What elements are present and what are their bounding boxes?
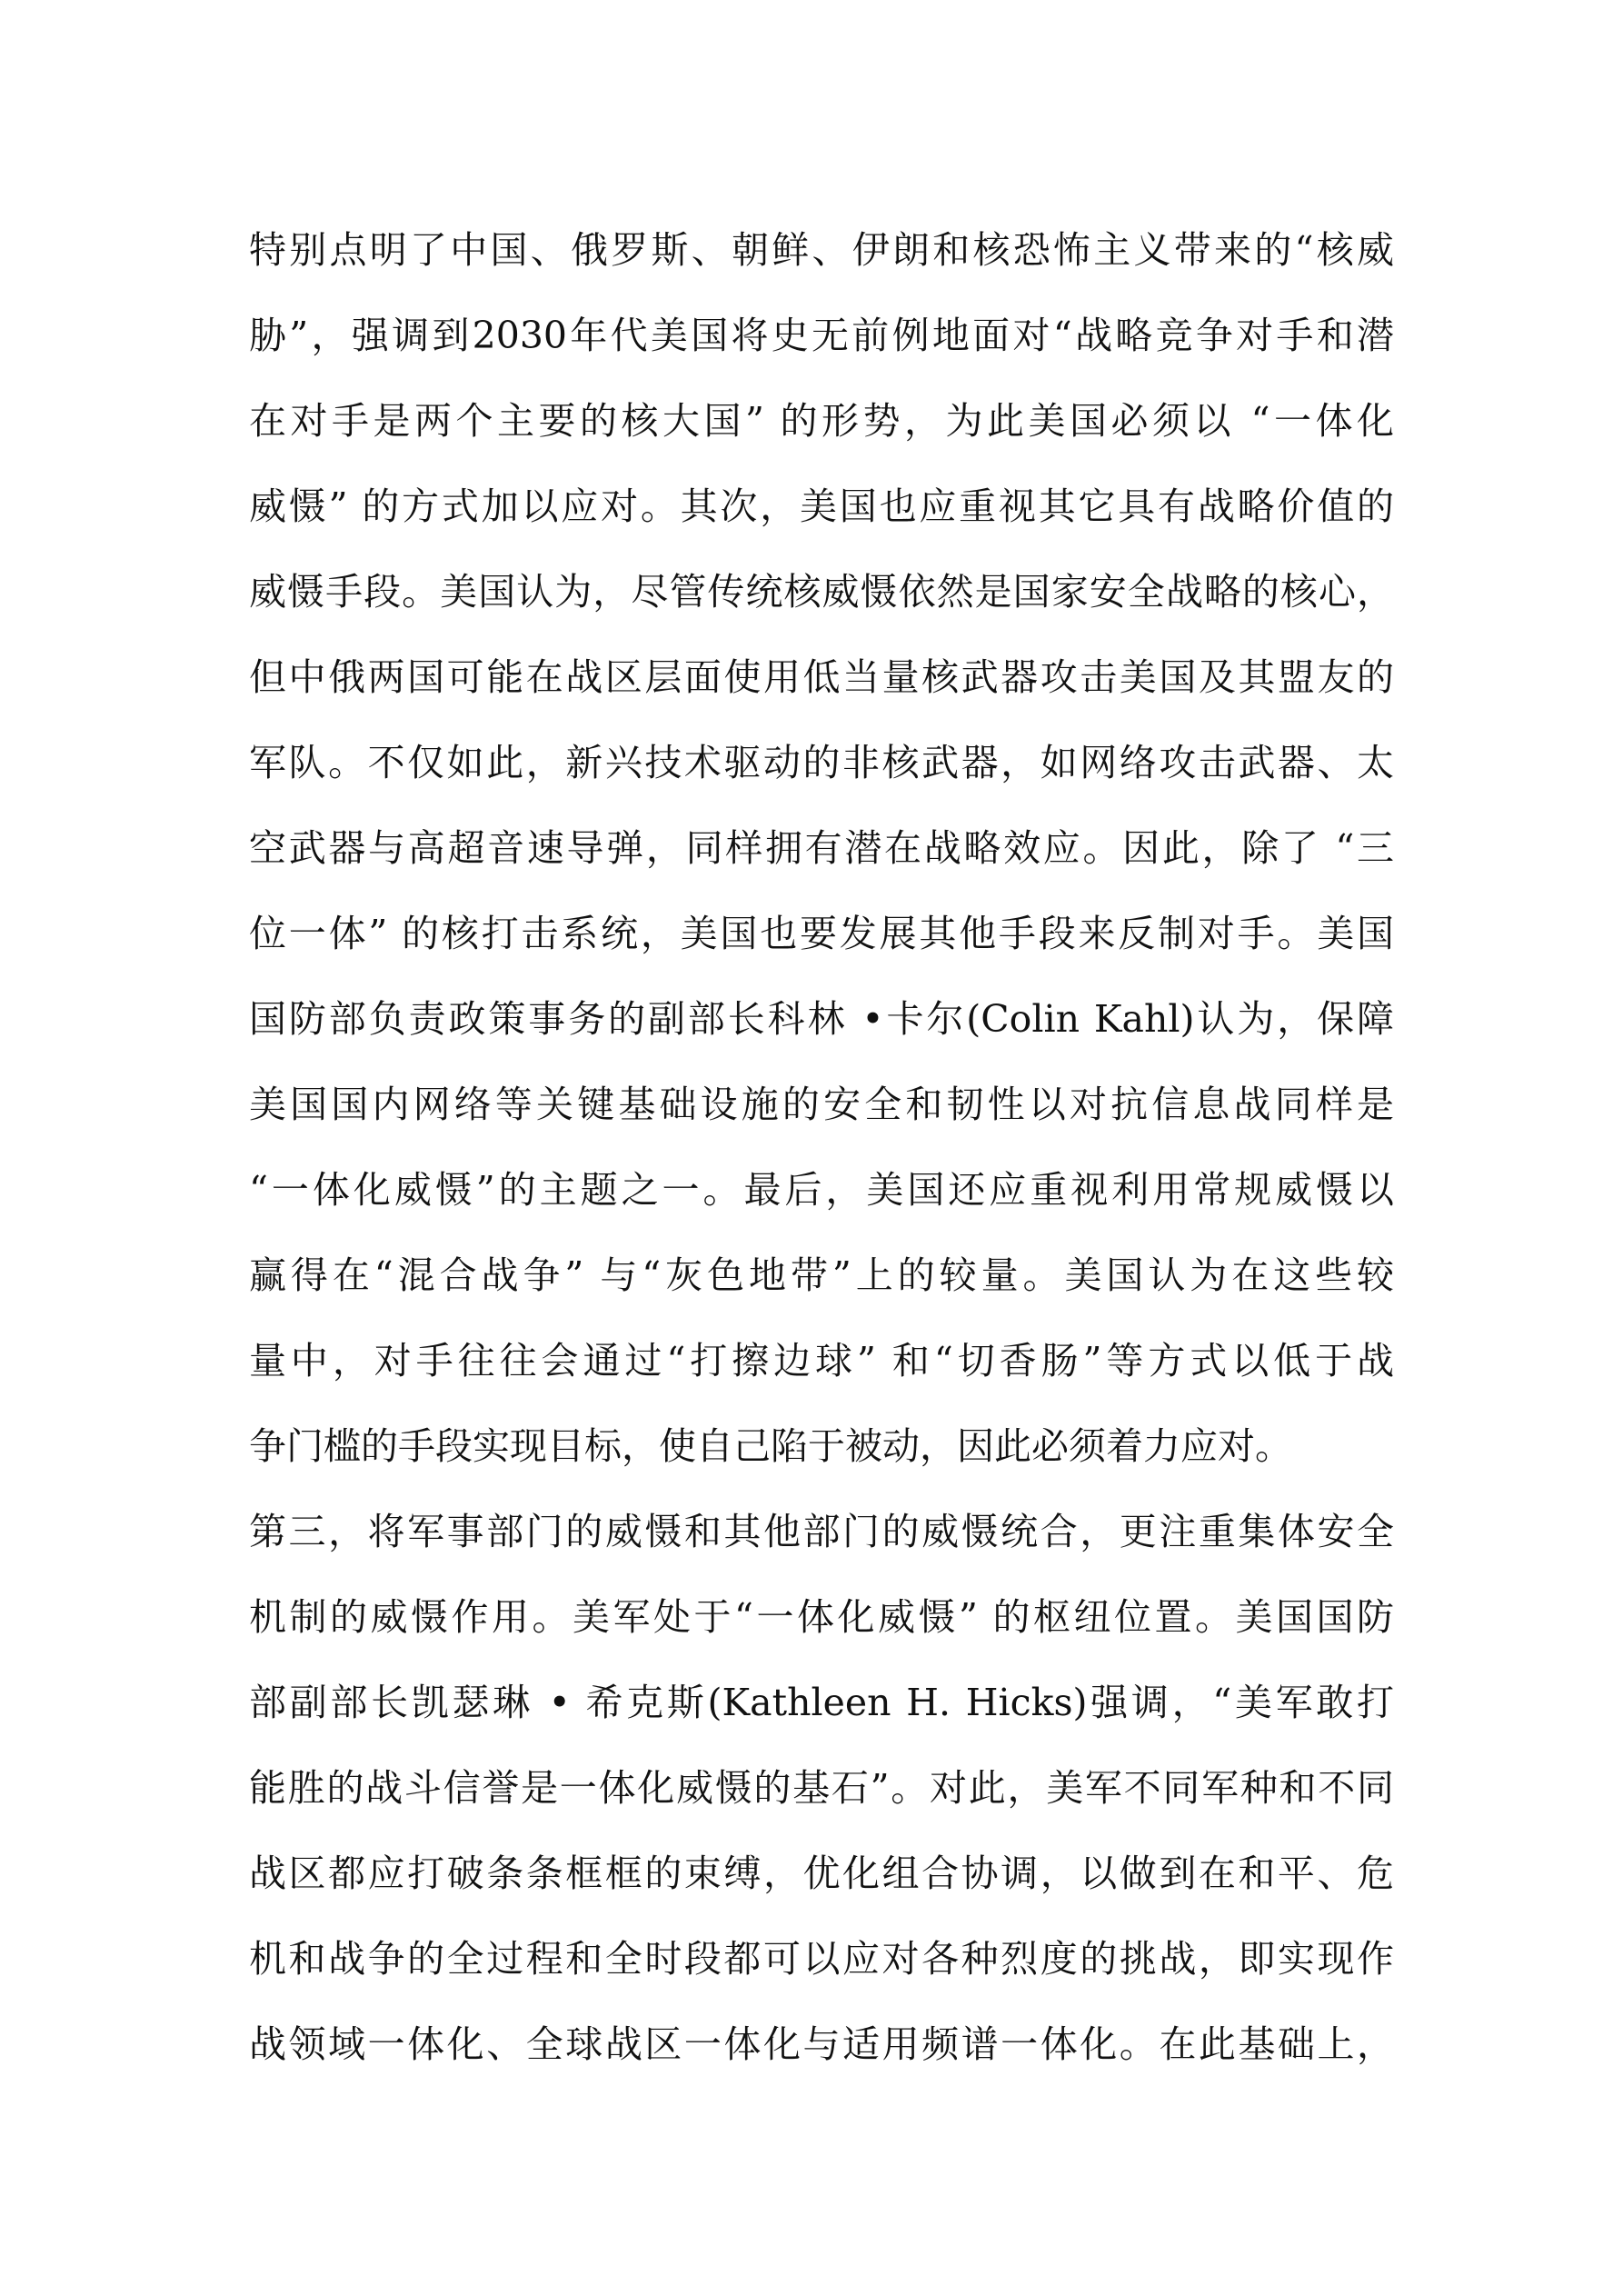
text-line: 战领域一体化、全球战区一体化与适用频谱一体化。在此基础上， <box>249 2022 1394 2066</box>
text-line: 胁”，强调到2030年代美国将史无前例地面对“战略竞争对手和潜 <box>249 314 1394 357</box>
text-line: 威慑手段。美国认为，尽管传统核威慑依然是国家安全战略的核心， <box>249 570 1394 614</box>
text-line: 战区都应打破条条框框的束缚，优化组合协调，以做到在和平、危 <box>249 1852 1394 1895</box>
text-line: 军队。不仅如此，新兴技术驱动的非核武器，如网络攻击武器、太 <box>249 741 1394 784</box>
text-line: 赢得在“混合战争” 与“灰色地带”上的较量。美国认为在这些较 <box>249 1253 1394 1297</box>
text-line: 量中，对手往往会通过“打擦边球” 和“切香肠”等方式以低于战 <box>249 1339 1394 1383</box>
text-line: 机和战争的全过程和全时段都可以应对各种烈度的挑战，即实现作 <box>249 1937 1394 1981</box>
text-line: 威慑” 的方式加以应对。其次，美国也应重视其它具有战略价值的 <box>249 484 1394 528</box>
text-line: 在对手是两个主要的核大国” 的形势，为此美国必须以 “一体化 <box>249 399 1394 443</box>
body-text <box>249 207 1394 2087</box>
text-line: 机制的威慑作用。美军处于“一体化威慑” 的枢纽位置。美国国防 <box>249 1595 1394 1639</box>
text-line: 部副部长凯瑟琳 • 希克斯(Kathleen H. Hicks)强调，“美军敢打 <box>249 1681 1394 1724</box>
text-line: 但中俄两国可能在战区层面使用低当量核武器攻击美国及其盟友的 <box>249 655 1394 699</box>
text-line: 国防部负责政策事务的副部长科林 •卡尔(Colin Kahl)认为，保障 <box>249 997 1394 1041</box>
text-line: 争门槛的手段实现目标，使自己陷于被动，因此必须着力应对。 <box>249 1424 1292 1468</box>
text-line: 能胜的战斗信誉是一体化威慑的基石”。对此，美军不同军种和不同 <box>249 1766 1394 1810</box>
text-line: 美国国内网络等关键基础设施的安全和韧性以对抗信息战同样是 <box>249 1083 1394 1126</box>
text-line: 第三，将军事部门的威慑和其他部门的威慑统合，更注重集体安全 <box>249 1510 1394 1553</box>
text-line: 位一体” 的核打击系统，美国也要发展其他手段来反制对手。美国 <box>249 912 1394 955</box>
text-line: “一体化威慑”的主题之一。最后，美国还应重视利用常规威慑以 <box>249 1168 1394 1212</box>
text-line: 空武器与高超音速导弹，同样拥有潜在战略效应。因此，除了 “三 <box>249 826 1394 870</box>
text-line: 特别点明了中国、俄罗斯、朝鲜、伊朗和核恐怖主义带来的“核威 <box>249 228 1394 272</box>
